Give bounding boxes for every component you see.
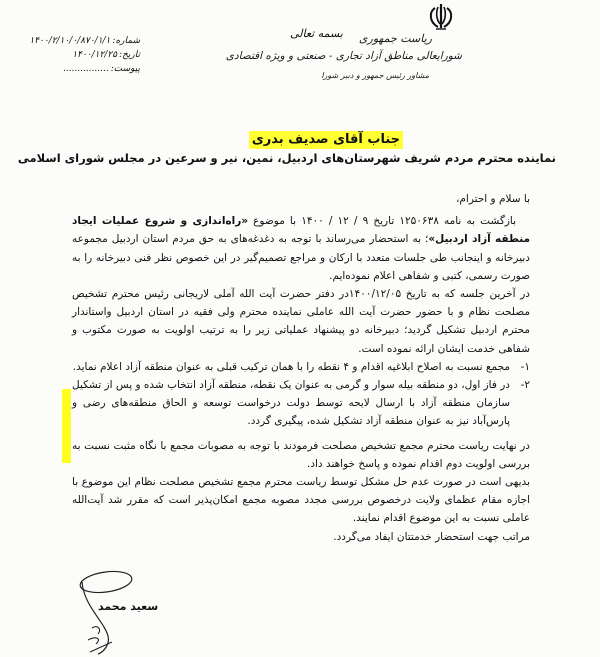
paragraph-1-rest: ؛ به استحضار می‌رساند با توجه به دغدغه‌های به حق مردم استان اردبیل مجموعه دبیرخانه و اینجانب طی جلسات متعدد با ارکان و مراجع تصمیم‌گیر در این خصوص نظر فنی دبیرخانه را به صورت رسمی، کتبی و شفاهی اعلام نموده‌ایم. [72, 233, 530, 282]
signatory-name: سعید محمد [98, 600, 159, 613]
recipient-title: نماینده محترم مردم شریف شهرستان‌های اردبیل، نمین، نیر و سرعین در مجلس شورای اسلامی [17, 151, 556, 165]
letter-body [72, 190, 530, 546]
date-label: تاریخ: [119, 50, 140, 60]
letter-number [29, 34, 140, 48]
greeting: با سلام و احترام، [456, 193, 530, 205]
list-item-number: ۲- [520, 379, 530, 392]
letterhead-council: شورایعالی مناطق آزاد تجاری - صنعتی و ویژه اقتصادی [225, 50, 462, 62]
closing: مراتب جهت استحضار خدمتتان ایفاد می‌گردد. [333, 530, 530, 543]
number-label: شماره: [112, 36, 140, 46]
basmala: بسمه تعالی [290, 27, 343, 40]
attachment-label: پیوست: [110, 64, 140, 74]
list-item-text: در فاز اول، دو منطقه بیله سوار و گرمی به عنوان یک نقطه، منطقه آزاد انتخاب شده و پس از تشکیل سازمان منطقه آزاد با ارسال لایحه توسط دولت درخواست توسعه و الحاق منطقه‌های رضی و پارس‌آباد نیز به عنوان منطقه آزاد تشکیل شده، پیگیری گردد. [72, 379, 510, 428]
letter-date [36, 48, 140, 62]
letterhead-office: مشاور رئیس جمهور و دبیر شورا [321, 71, 429, 80]
letterhead-presidency: ریاست جمهوری [358, 32, 432, 45]
paragraph-2: در آخرین جلسه که به تاریخ ۱۴۰۰/۱۲/۰۵در دفتر حضرت آیت الله آملی لاریجانی رئیس محترم تشخیص مصلحت نظام و با حضور حضرت آیت الله عاملی نماینده محترم ولی فقیه در استان اردبیل واستاندار محترم اردبیل تشکیل گردید؛ دبیرخانه دو پیشنهاد عملیاتی زیر را به ترتیب اولویت به صورت مکتوب و شفاهی خدمت ایشان ارائه نموده است. [72, 288, 530, 355]
list-item-number: ۱- [520, 360, 530, 373]
letter-attachment [36, 62, 140, 76]
list-item-text: مجمع نسبت به اصلاح ابلاغیه اقدام و ۴ نقطه را با همان ترکیب قبلی به عنوان منطقه آزاد اعلام نماید. [72, 360, 510, 373]
paragraph-3: در نهایت ریاست محترم مجمع تشخیص مصلحت فرمودند با توجه به مصوبات مجمع با نگاه مثبت نسبت به بررسی اولویت دوم اقدام نموده و پاسخ خواهند داد. [72, 439, 530, 470]
date-value: ۱۴۰۰/۱۲/۲۵ [72, 50, 118, 60]
letter-meta [29, 34, 140, 76]
list-item [72, 358, 530, 376]
iran-emblem-icon [425, 2, 457, 32]
paragraph-4: بدیهی است در صورت عدم حل مشکل توسط ریاست محترم مجمع تشخیص مصلحت نظام این موضوع با اجازه مقام عظمای ولایت درخصوص بررسی مجدد مصوبه مجمع امکان‌پذیر است که مقرر شد آیت‌الله عاملی نسبت به این موضوع اقدام نمایند. [72, 476, 530, 525]
recipient-name: جناب آقای صدیف بدری [249, 131, 403, 149]
number-value: ۱۴۰۰/۲/۱۰/۰/۸۷۰/۱/۱ [29, 36, 111, 46]
list-item [72, 376, 530, 431]
highlight-marker [62, 389, 71, 463]
paragraph-1-subject: «راه‌اندازی و شروع عملیات ایجاد منطقه آزاد اردبیل» [72, 215, 530, 246]
attachment-value: ................ [62, 64, 109, 74]
paragraph-1 [72, 212, 530, 285]
paragraph-1-start: بازگشت به نامه ۱۲۵۰۶۳۸ تاریخ ۹ / ۱۲ / ۱۴۰۰ با موضوع [248, 215, 517, 228]
